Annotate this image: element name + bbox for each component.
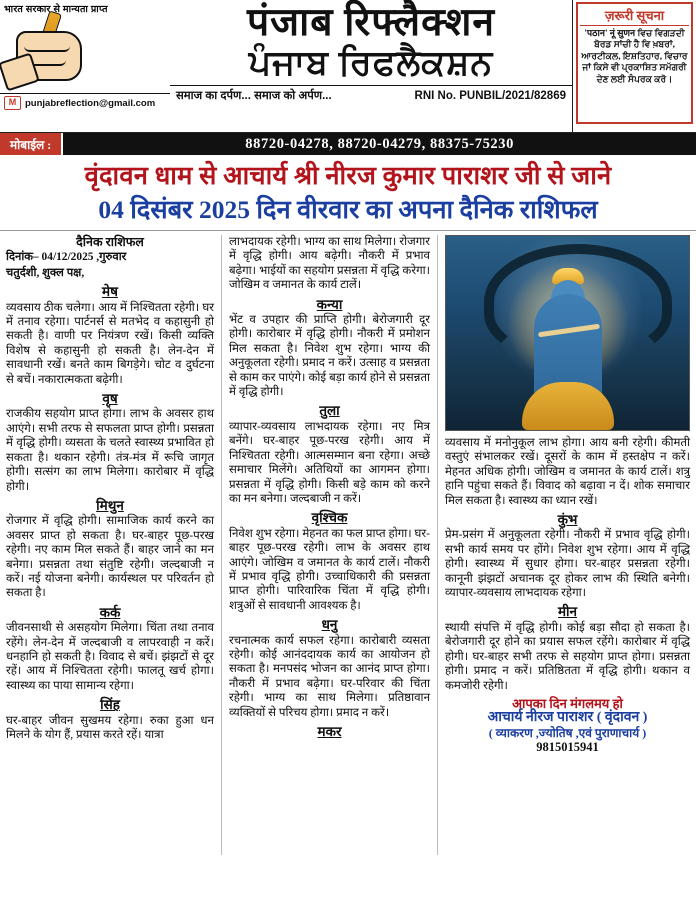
sign-name-sinh: सिंह	[100, 697, 120, 713]
sign-name-mithun: मिथुन	[96, 497, 124, 513]
sign-text-kark: जीवनसाथी से असहयोग मिलेगा। चिंता तथा तनाव रहेंगे। लेन-देन में जल्दबाजी व लापरवाही न करें। धनहानि हो सकती है। विवाद से बचें। झंझटों से दूर रहें। आय में निश्चितता रहेगी। फालतू खर्च होगा। स्वास्थ्य का पाया सामान्य रहेगा।	[6, 621, 214, 692]
email-address: punjabreflection@gmail.com	[25, 97, 156, 109]
sign-name-kanya: कन्या	[316, 296, 343, 312]
rashifal-section-title: दैनिक राशिफल	[76, 235, 144, 249]
notice-box	[576, 2, 693, 124]
masthead-left	[0, 0, 170, 132]
tagline: समाज का दर्पण... समाज को अर्पण...	[176, 90, 332, 102]
sign-name-kark: कर्क	[99, 604, 121, 620]
mid-top-text: व्यवसाय में मनोनुकूल लाभ होगा। आय बनी रहेगी। कीमती वस्तुएं संभालकर रखें। दूसरों के काम में हस्तक्षेप न करें। मेहनत अधिक होगी। जोखिम व जमानत के कार्य टालें। शत्रु हानि पहुंचा सकते हैं। विवाद को बढ़ावा न दें। शोक समाचार मिल सकता है। स्वास्थ्य का ध्यान रखें।	[445, 436, 690, 507]
sign-text-makar-continued: लाभदायक रहेगी। भाग्य का साथ मिलेगा। रोजगार में वृद्धि होगी। आय बढ़ेगी। नौकरी में प्रभाव बढ़ेगा। भाईयों का सहयोग प्रसन्नता में वृद्धि करेगा। जोखिम व जमानत के कार्य टालें।	[229, 235, 430, 292]
astrologer-credentials: ( व्याकरण ,ज्योतिष ,एवं पुराणाचार्य )	[488, 725, 647, 740]
paper-title-punjabi: ਪੰਜਾਬ ਰਿਫਲੈਕਸ਼ਨ	[248, 43, 494, 82]
govt-recognition-text: भारत सरकार से मान्यता प्राप्त	[4, 4, 108, 15]
headline-line-2: 04 दिसंबर 2025 दिन वीरवार का अपना दैनिक राशिफल	[98, 195, 598, 224]
sign-name-vrish: वृष	[102, 391, 118, 407]
paper-title-hindi: पंजाब रिफ्लैक्शन	[247, 1, 495, 44]
headline-line-1: वृंदावन धाम से आचार्य श्री नीरज कुमार पाराशर जी से जाने	[84, 161, 612, 190]
masthead-meta-row	[170, 85, 572, 103]
astrologer-phone: 9815015941	[536, 740, 599, 755]
masthead-right	[572, 0, 696, 132]
sign-name-dhanu: धनु	[321, 617, 338, 633]
notice-body: 'पठान' नूं सुणन ਵਿਚ ਵਿਗੜਦੀ ਬੋਰਡ ਸਾਂਚੀ ਹੈ ਵਿ ਖ਼ਬਰਾਂ, ਆਰਟੀਕਲ, ਇਸ਼ਤਿਹਾਰ, ਵਿਚਾਰ ਜਾਂ ਕਿਸੇ ਵੀ ਪ੍ਰਕਾਸ਼ਿਤ ਸਮੱਗਰੀ ਦੇਣ ਲਈ ਸੰਪਰਕ ਕਰੋ।	[581, 28, 688, 84]
rashifal-paksh: चतुर्दशी, शुक्ल पक्ष,	[6, 266, 85, 279]
phone-numbers: 88720-04278, 88720-04279, 88375-75230	[245, 135, 514, 152]
sign-text-vrish: राजकीय सहयोग प्राप्त होगा। लाभ के अवसर हाथ आएंगे। सभी तरफ से सफलता प्राप्त होगी। प्रसन्नता में वृद्धि होगी। व्यसता के चलते स्वास्थ्य प्रभावित हो सकता है। थकान रहेगी। तंत्र-मंत्र में रूचि जागृत होगी। सत्संग का लाभ मिलेगा। कारोबार में वृद्धि होगी।	[6, 407, 214, 493]
column-2	[222, 235, 438, 855]
headline-block	[0, 155, 696, 231]
sign-text-kumbh: प्रेम-प्रसंग में अनुकूलता रहेगी। नौकरी में प्रभाव वृद्धि होगी। सभी कार्य समय पर होंगे। निवेश शुभ रहेगा। आय में वृद्धि होगी। स्वास्थ्य में सुधार होगा। घर-बाहर प्रसन्नता रहेगी। कानूनी झंझटों अचानक दूर होकर लाभ की स्थिति बनेगी। व्यापार-व्यवसाय लाभदायक रहेगा।	[445, 528, 690, 600]
sign-text-vrishchik: निवेश शुभ रहेगा। मेहनत का फल प्राप्त होगा। घर-बाहर पूछ-परख रहेगी। लाभ के अवसर हाथ आएंगे। जोखिम व जमानत के कार्य टालें। नौकरी में प्रभाव वृद्धि होगी। उच्चाधिकारी की प्रसन्नता प्राप्त होगी। पारिवारिक चिंता में वृद्धि होगी। शत्रुओं से सावधानी आवश्यक है।	[229, 526, 430, 612]
sign-text-meen: स्थायी संपत्ति में वृद्धि होगी। कोई बड़ा सौदा हो सकता है। बेरोजगारी दूर होने का प्रयास सफल रहेंगे। कारोबार में वृद्धि होगी। घर-बाहर सभी तरफ से सहयोग प्राप्त होगा। प्रसन्नता होगी। प्रमाद न करें। प्रतिष्ठितता में वृद्धि होगी। थकान व कमजोरी रहेगी।	[445, 620, 690, 692]
phone-strip	[0, 133, 696, 155]
phone-label: मोबाईल :	[0, 133, 63, 155]
sign-name-vrishchik: वृश्चिक	[311, 510, 348, 526]
sign-text-dhanu: रचनात्मक कार्य सफल रहेगा। कारोबारी व्यसता रहेगी। कोई आनंददायक कार्य का आयोजन हो सकता है। मनपसंद भोजन का आनंद प्राप्त होगा। नौकरी में प्रभाव बढ़ेगा। घर-परिवार की चिंता रहेगी। भाग्य का साथ मिलेगा। प्रतिष्ठावान व्यक्तियों से परिचय होगा। प्रमाद न करें।	[229, 633, 430, 719]
hand-with-pen-logo	[0, 17, 170, 93]
sign-name-kumbh: कुंभ	[557, 512, 578, 528]
sign-name-makar: मकर	[317, 724, 342, 739]
masthead	[0, 0, 696, 133]
gmail-icon: M	[4, 96, 21, 110]
closing-block	[445, 697, 690, 755]
sign-name-meen: मीन	[557, 604, 578, 620]
sign-text-kanya: भेंट व उपहार की प्राप्ति होगी। बेरोजगारी दूर होगी। कारोबार में वृद्धि होगी। नौकरी में प्रमोशन मिल सकता है। निवेश शुभ रहेगा। भाग्य की अनुकूलता रहेगी। प्रमाद न करें। उत्साह व प्रसन्नता से काम कर पाएंगे। कोई बड़ा कार्य होने से प्रसन्नता में वृद्धि होगी।	[229, 313, 430, 399]
body-columns	[0, 231, 696, 855]
column-3	[438, 235, 690, 855]
rni-number: RNI No. PUNBIL/2021/82869	[414, 89, 566, 102]
masthead-center	[170, 0, 572, 132]
sign-text-mesh: व्यवसाय ठीक चलेगा। आय में निश्चितता रहेगी। घर में तनाव रहेगा। पार्टनर्स से मतभेद व कहासुनी हो सकती है। वाणी पर नियंत्रण रखें। किसी व्यक्ति विशेष से कहासुनी हो सकती है। लेन-देन में सावधानी रखें। बनते काम बिगड़ेगे। चोट व दुर्घटना से बचें। नकारात्मकता बढ़ेगी।	[6, 300, 214, 386]
email-row[interactable]	[0, 93, 170, 110]
rashifal-date: दिनांक– 04/12/2025 ,गुरुवार	[6, 251, 127, 264]
sign-text-mithun: रोजगार में वृद्धि होगी। सामाजिक कार्य करने का अवसर प्राप्त हो सकता है। घर-बाहर पूछ-परख रहेगी। नए काम मिल सकते हैं। बाहर जाने का मन बनेगा। प्रसन्नता तथा संतुष्टि रहेगी। जल्दबाजी न करें। नई योजना बनेगी। कार्यस्थल पर परिवर्तन हो सकता है।	[6, 514, 214, 600]
astrologer-name: आचार्य नीरज पाराशर ( वृंदावन )	[487, 710, 648, 726]
sign-text-sinh: घर-बाहर जीवन सुखमय रहेगा। रुका हुआ धन मिलने के योग हैं, प्रयास करते रहें। यात्रा	[6, 713, 214, 741]
sign-name-mesh: मेष	[102, 284, 118, 300]
closing-blessing: आपका दिन मंगलमय हो	[512, 695, 623, 711]
sign-text-tula: व्यापार-व्यवसाय लाभदायक रहेगा। नए मित्र बनेंगे। घर-बाहर पूछ-परख रहेगी। आय में निश्चितता रहेगी। आत्मसम्मान बना रहेगा। अच्छे समाचार मिलेंगे। अतिथियों का आगमन होगा। प्रसन्नता में वृद्धि होगी। किसी बड़े काम को करने का मन बनेगा। जल्दबाजी न करें।	[229, 419, 430, 505]
sign-name-tula: तुला	[319, 403, 340, 419]
column-1	[6, 235, 222, 855]
krishna-illustration	[445, 235, 690, 431]
notice-title: ज़रूरी सूचना	[580, 6, 689, 26]
